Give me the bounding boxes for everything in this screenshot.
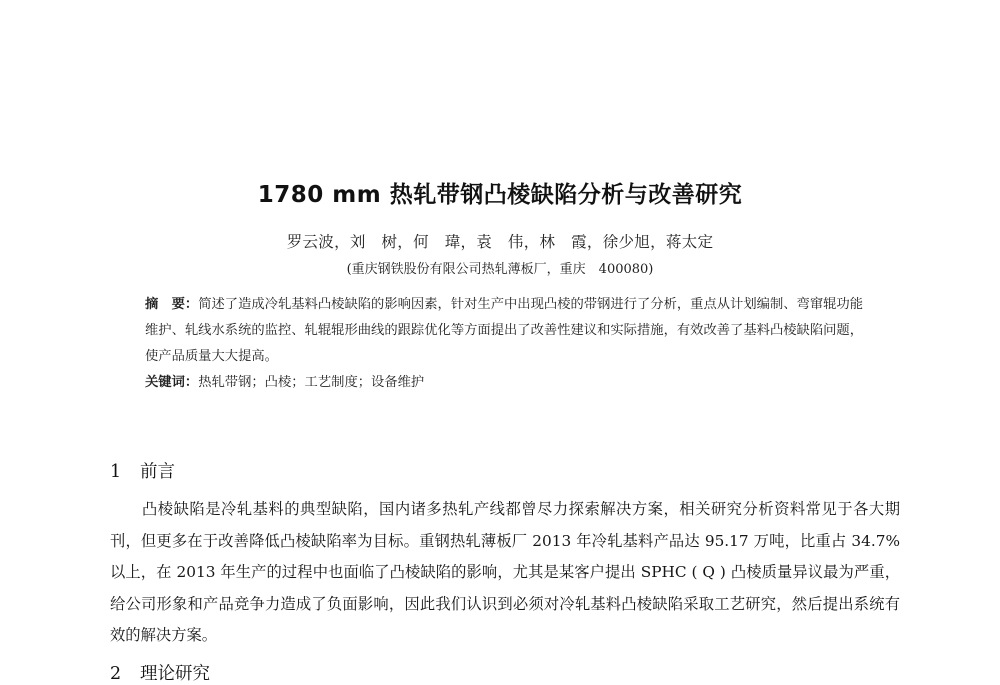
section-title: 前言	[140, 462, 175, 482]
section-number: 1	[110, 462, 122, 482]
keywords-label: 关键词：	[145, 375, 199, 390]
paper-title: 1780 mm 热轧带钢凸棱缺陷分析与改善研究	[257, 182, 743, 208]
section-heading-introduction	[110, 458, 175, 483]
author-list: 罗云波，刘 树，何 瑋，袁 伟，林 霞，徐少旭，蒋太定	[286, 233, 714, 251]
keywords	[145, 370, 424, 396]
section-title: 理论研究	[140, 664, 210, 684]
keywords-text: 热轧带钢；凸棱；工艺制度；设备维护	[198, 375, 425, 390]
body-paragraph: 凸棱缺陷是冷轧基料的典型缺陷，国内诸多热轧产线都曾尽力探索解决方案，相关研究分析资料常见于各大期刊，但更多在于改善降低凸棱缺陷率为目标。重钢热轧薄板厂 2013 年冷轧基料产品达 95.17 万吨，比重占 34.7%以上，在 2013 年生产的过程中也面临了凸棱缺陷的影响，尤其是某客户提出 SPHC ( Q ) 凸棱质量异议最为严重，给公司形象和产品竞争力造成了负面影响，因此我们认识到必须对冷轧基料凸棱缺陷采取工艺研究，然后提出系统有效的解决方案。	[110, 500, 900, 644]
affiliation: (重庆钢铁股份有限公司热轧薄板厂，重庆 400080)	[346, 262, 654, 277]
section-heading-theory	[110, 660, 210, 685]
section-body-introduction	[110, 494, 900, 652]
section-number: 2	[110, 664, 122, 684]
abstract	[145, 292, 875, 370]
abstract-text: 简述了造成冷轧基料凸棱缺陷的影响因素，针对生产中出现凸棱的带钢进行了分析，重点从计划编制、弯窜辊功能维护、轧线水系统的监控、轧辊辊形曲线的跟踪优化等方面提出了改善性建议和实际措施，有效改善了基料凸棱缺陷问题，使产品质量大大提高。	[145, 297, 864, 364]
abstract-label: 摘 要：	[145, 297, 199, 312]
